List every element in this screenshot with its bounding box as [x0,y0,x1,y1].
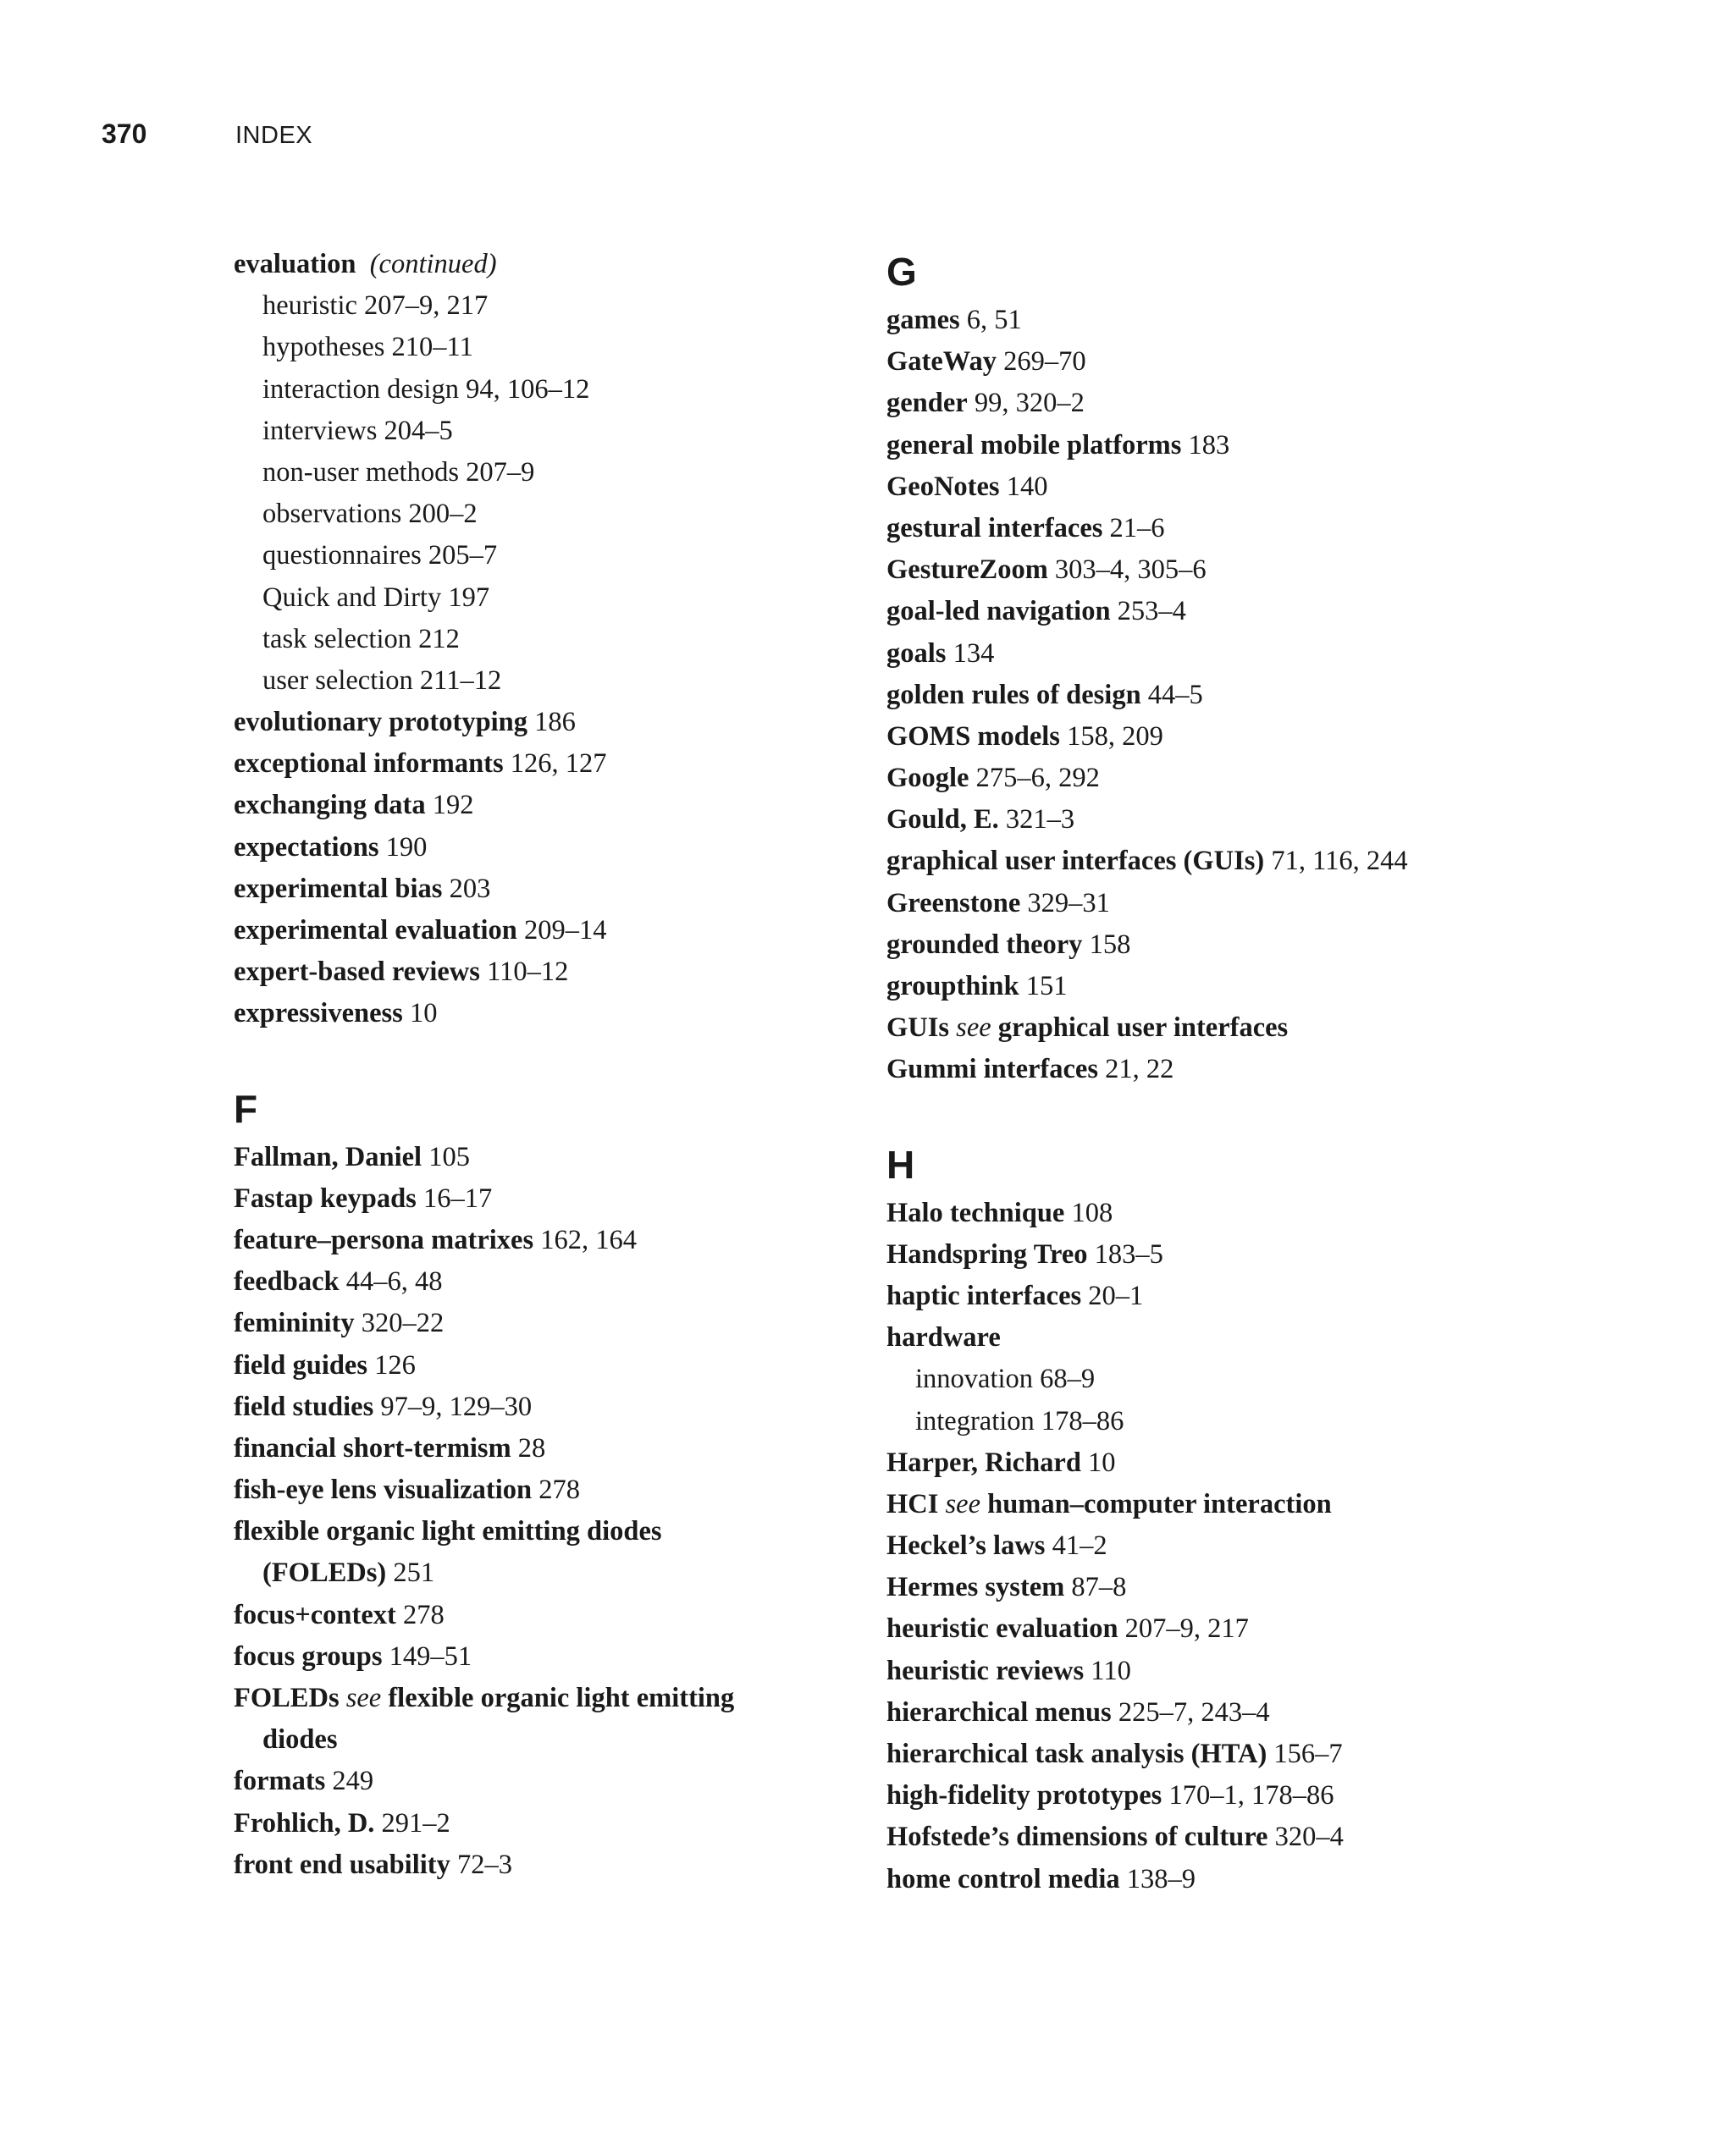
index-entry-continued [234,1552,843,1594]
index-pages: 71, 116, 244 [1271,846,1408,877]
index-entry [234,1469,843,1511]
index-term: Harper, Richard [886,1447,1081,1478]
index-entry [886,1567,1496,1608]
index-entry [886,883,1496,924]
index-pages: 21, 22 [1105,1054,1174,1085]
index-pages: 209–14 [524,915,607,946]
index-pages: 6, 51 [966,305,1022,335]
index-entry [886,716,1496,758]
index-entry [234,1261,843,1303]
index-entry [886,300,1496,341]
index-pages: 278 [538,1475,580,1506]
index-pages: 321–3 [1005,804,1075,835]
index-entry [234,1428,843,1469]
index-entry [234,702,843,743]
index-term: Halo technique [886,1197,1065,1228]
index-pages: 320–22 [361,1308,445,1339]
index-pages: 97–9, 129–30 [380,1391,533,1422]
index-pages: 269–70 [1003,346,1086,378]
index-term: expectations [234,831,379,863]
index-column-right [886,244,1496,1900]
entry-list-h [886,1193,1496,1318]
index-term: Hermes system [886,1572,1065,1603]
index-pages: 16–17 [422,1183,493,1214]
index-term: financial short-termism [234,1432,511,1464]
index-entry [886,1317,1496,1359]
index-pages: 251 [393,1558,435,1589]
see-target: human–computer interaction [987,1488,1332,1519]
index-term: Fallman, Daniel [234,1141,422,1172]
index-entry [234,951,843,993]
index-entry-continued [234,1719,843,1761]
index-term: Heckel’s laws [886,1530,1046,1562]
index-subentry: heuristic 207–9, 217 [262,290,489,322]
index-term: groupthink [886,971,1019,1001]
index-pages: 329–31 [1027,887,1110,918]
index-subentry: Quick and Dirty 197 [262,582,490,613]
index-entry [886,1276,1496,1317]
index-entry [886,675,1496,716]
index-pages: 156–7 [1273,1739,1343,1769]
index-pages: 134 [953,637,995,669]
index-entry [234,1761,843,1802]
running-head: INDEX [235,122,313,149]
index-pages: 320–4 [1274,1822,1344,1853]
index-pages: 87–8 [1071,1572,1127,1603]
index-entry [886,1817,1496,1858]
index-pages: 28 [517,1432,546,1464]
index-entry [234,1803,843,1844]
index-term: FOLEDs [234,1683,340,1713]
index-term: grounded theory [886,929,1083,960]
index-subentry: task selection 212 [262,623,460,654]
index-entry [886,1484,1496,1525]
index-entry [234,1220,843,1261]
index-term: golden rules of design [886,679,1141,710]
index-term: heuristic evaluation [886,1613,1118,1645]
index-subentry: innovation 68–9 [915,1364,1096,1395]
index-term: GeoNotes [886,471,1000,502]
index-term: evaluation [234,249,356,279]
index-pages: 41–2 [1052,1530,1107,1562]
index-pages: 99, 320–2 [974,388,1085,419]
section-letter-h: H [886,1142,915,1187]
index-subentry: questionnaires 205–7 [262,540,498,571]
index-term: focus groups [234,1640,383,1672]
index-subentry: user selection 211–12 [262,664,502,696]
index-entry [886,1859,1496,1900]
index-term: expert-based reviews [234,957,480,988]
see-reference: see [945,1488,981,1519]
index-pages: 186 [534,707,576,738]
index-entry [886,1193,1496,1234]
index-term: exceptional informants [234,748,504,780]
index-term: Greenstone [886,887,1021,918]
index-entry [886,591,1496,632]
index-entry [234,910,843,951]
index-term: heuristic reviews [886,1655,1085,1686]
index-pages: 207–9, 217 [1124,1613,1249,1645]
index-entry [886,1007,1496,1049]
see-reference: see [956,1012,991,1044]
index-entry [886,966,1496,1007]
index-pages: 190 [385,831,428,863]
index-pages: 303–4, 305–6 [1054,554,1207,586]
index-pages: 158 [1089,929,1131,960]
index-pages: 151 [1025,971,1068,1001]
page-number: 370 [102,119,147,149]
index-term: haptic interfaces [886,1280,1082,1311]
index-entry [234,1345,843,1387]
index-entry [886,758,1496,799]
index-pages: 170–1, 178–86 [1168,1780,1334,1811]
index-entry [234,1595,843,1636]
index-entry [234,1387,843,1428]
index-subentry: interviews 204–5 [262,415,453,446]
index-entry [886,924,1496,966]
index-entry [886,1651,1496,1692]
index-pages: 275–6, 292 [975,763,1100,794]
index-pages: 249 [332,1766,374,1797]
index-pages: 126 [374,1349,416,1381]
see-target: graphical user interfaces [997,1012,1289,1044]
index-pages: 44–6, 48 [345,1266,443,1298]
index-entry [886,1775,1496,1817]
index-entry [234,1636,843,1678]
index-entry [886,1525,1496,1567]
index-pages: 140 [1006,471,1048,502]
index-term: femininity [234,1308,355,1339]
index-entry [886,383,1496,424]
index-term: exchanging data [234,790,426,821]
index-term: GateWay [886,346,997,378]
index-term: formats [234,1766,326,1797]
index-term: home control media [886,1863,1120,1894]
index-pages: 21–6 [1109,512,1165,543]
index-term: flexible organic light emitting diodes [234,1516,662,1547]
section-letter-f: F [234,1086,258,1131]
index-entry [886,508,1496,549]
subentry-list [234,285,843,702]
index-pages: 162, 164 [540,1224,637,1255]
index-term: experimental evaluation [234,915,517,946]
index-term: GUIs [886,1012,950,1044]
index-pages: 72–3 [456,1849,512,1880]
index-term: evolutionary prototyping [234,707,527,738]
index-term: field studies [234,1391,374,1422]
index-entry [886,633,1496,675]
index-term: Gould, E. [886,804,999,835]
index-term: Gummi interfaces [886,1054,1099,1085]
index-entry [886,425,1496,466]
index-term: goals [886,637,947,669]
index-pages: 20–1 [1088,1280,1144,1311]
index-term: GOMS models [886,720,1060,752]
section-letter-g: G [886,250,917,294]
index-pages: 44–5 [1147,679,1203,710]
index-entry [886,1049,1496,1090]
index-entry [234,785,843,826]
index-pages: 126, 127 [510,748,607,780]
index-pages: 183–5 [1094,1238,1163,1270]
index-pages: 225–7, 243–4 [1118,1696,1270,1728]
index-pages: 110 [1091,1655,1131,1686]
index-pages: 10 [1088,1447,1116,1478]
index-entry [234,1844,843,1886]
index-term: feature–persona matrixes [234,1224,534,1255]
index-pages: 10 [409,998,438,1029]
continued-note: (continued) [369,249,497,279]
entry-list-f2 [234,1595,843,1678]
index-term: GestureZoom [886,554,1048,586]
index-entry [234,993,843,1034]
entry-list-f3 [234,1761,843,1886]
index-term: front end usability [234,1849,450,1880]
index-term: experimental bias [234,873,443,904]
index-pages: 110–12 [487,957,569,988]
index-term: gender [886,388,968,419]
see-target: flexible organic light emitting [388,1683,735,1713]
index-pages: 291–2 [381,1807,450,1839]
index-entry [234,1678,843,1719]
index-term: Frohlich, D. [234,1807,375,1839]
index-term: hardware [886,1322,1001,1354]
entry-list-g [886,300,1496,1007]
index-term: goal-led navigation [886,596,1111,627]
index-entry [234,244,843,285]
index-entry [234,827,843,868]
index-pages: 108 [1071,1197,1113,1228]
index-entry [234,1137,843,1178]
index-entry [234,1178,843,1220]
index-term: feedback [234,1266,340,1298]
index-pages: 253–4 [1117,596,1186,627]
index-entry [886,799,1496,841]
index-term: gestural interfaces [886,512,1103,543]
index-entry [234,1303,843,1344]
index-term: Fastap keypads [234,1183,417,1214]
index-pages: 105 [428,1141,470,1172]
index-term: focus+context [234,1599,396,1630]
index-entry [886,341,1496,383]
index-entry [886,1692,1496,1734]
index-entry [886,549,1496,591]
index-entry [886,466,1496,508]
index-pages: 138–9 [1126,1863,1196,1894]
index-entry [886,1734,1496,1775]
entry-list-h2 [886,1525,1496,1900]
index-pages: 158, 209 [1067,720,1163,752]
index-entry [234,868,843,910]
index-term: hierarchical task analysis (HTA) [886,1739,1267,1769]
index-pages: 183 [1188,429,1230,460]
index-term: general mobile platforms [886,429,1182,460]
index-subentry: interaction design 94, 106–12 [262,373,590,405]
index-term: fish-eye lens visualization [234,1475,533,1506]
index-term: HCI [886,1488,939,1519]
see-target: diodes [262,1724,338,1756]
entry-list-f [234,1137,843,1512]
index-term: Google [886,763,969,794]
index-term: Hofstede’s dimensions of culture [886,1822,1268,1853]
index-entry [886,841,1496,882]
index-pages: 203 [449,873,491,904]
index-entry [234,743,843,785]
index-entry [886,1608,1496,1650]
index-pages: 149–51 [389,1640,472,1672]
index-subentry: non-user methods 207–9 [262,456,535,488]
index-subentry: integration 178–86 [915,1405,1124,1436]
index-entry [886,1234,1496,1276]
index-subentry: hypotheses 210–11 [262,332,473,363]
index-column-left [234,244,843,1886]
index-term: graphical user interfaces (GUIs) [886,846,1265,877]
index-entry [234,1511,843,1552]
index-subentry: observations 200–2 [262,499,478,530]
entry-list-e [234,702,843,1035]
index-term: games [886,305,960,335]
index-term: (FOLEDs) [262,1558,387,1589]
index-term: hierarchical menus [886,1696,1112,1728]
see-reference: see [345,1683,382,1713]
index-term: expressiveness [234,998,403,1029]
index-term: Handspring Treo [886,1238,1088,1270]
index-pages: 278 [402,1599,445,1630]
index-entry [886,1442,1496,1484]
index-term: high-fidelity prototypes [886,1780,1162,1811]
index-term: field guides [234,1349,368,1381]
index-pages: 192 [432,790,474,821]
